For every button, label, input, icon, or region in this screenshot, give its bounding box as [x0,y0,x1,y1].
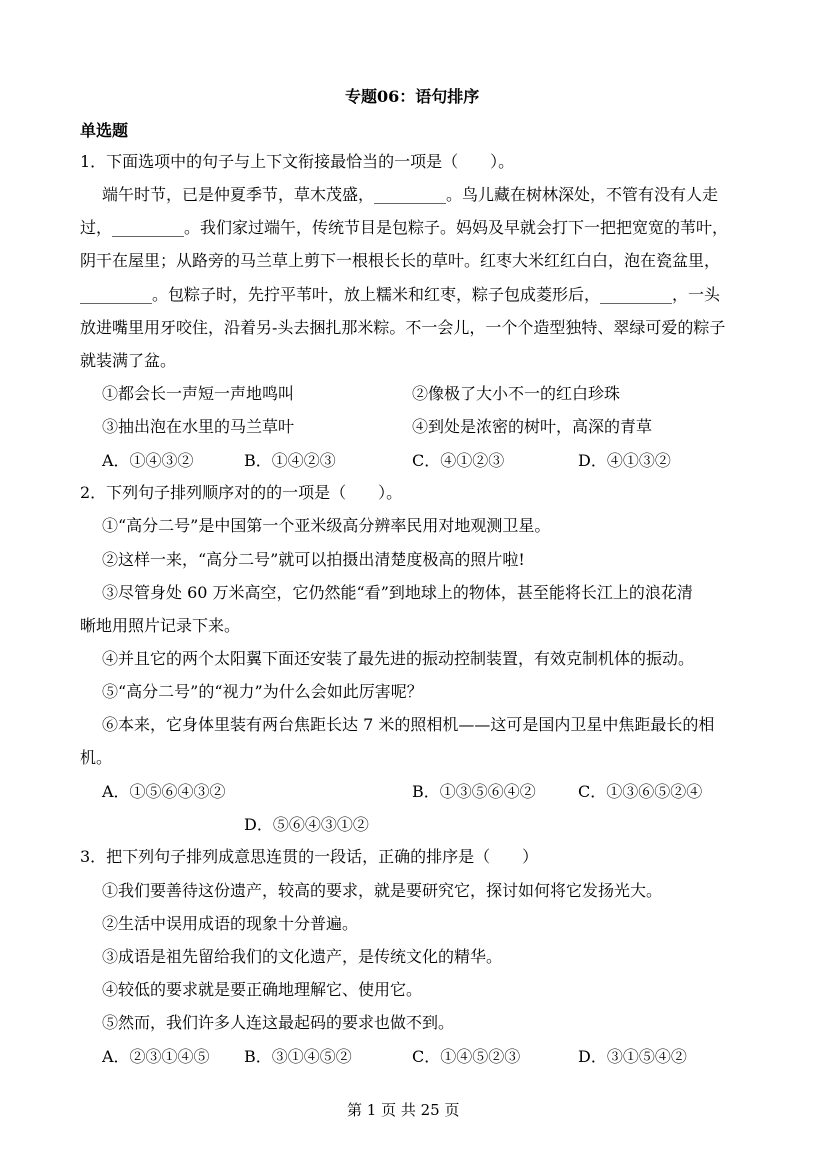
q1-passage-line: 放进嘴里用牙咬住，沿着另-头去捆扎那米粽。不一会儿，一个个造型独特、翠绿可爱的粽子 [80,318,726,337]
q1-option-c[interactable]: C．④①②③ [412,451,505,470]
q3-option-d[interactable]: D．③①⑤④② [578,1047,687,1066]
page-footer: 第 1 页 共 25 页 [347,1101,460,1119]
q1-stem: 1．下面选项中的句子与上下文衔接最恰当的一项是（ ）。 [80,152,515,171]
q1-passage-line: _________。包粽子时，先拧平苇叶，放上糯米和红枣，粽子包成菱形后，_________，一头 [80,285,721,304]
q3-line: ②生活中误用成语的现象十分普遍。 [102,914,359,933]
q3-option-c[interactable]: C．①④⑤②③ [412,1047,521,1066]
q2-option-b[interactable]: B．①③⑤⑥④② [412,782,536,801]
q3-stem: 3．把下列句子排列成意思连贯的一段话，正确的排序是（ ） [80,847,539,866]
q2-option-a[interactable]: A．①⑤⑥④③② [102,782,226,801]
q1-passage-line: 端午时节，已是仲夏季节，草木茂盛，_________。鸟儿藏在树林深处，不管有没有人走 [102,185,719,204]
q2-line: ⑤“高分二号”的“视力”为什么会如此厉害呢？ [102,682,423,701]
q3-line: ④较低的要求就是要正确地理解它、使用它。 [102,980,423,999]
q2-line: ③尽管身处 60 万米高空，它仍然能“看”到地球上的物体，甚至能将长江上的浪花清 [102,583,693,602]
q1-passage-line: 过，_________。我们家过端午，传统节目是包粽子。妈妈及早就会打下一把把宽宽的苇叶， [80,218,729,237]
q1-item: ③抽出泡在水里的马兰草叶 [102,417,295,436]
page-title: 专题06：语句排序 [345,87,480,106]
q2-stem: 2．下列句子排列顺序对的的一项是（ ）。 [80,483,403,502]
q3-line: ⑤然而，我们许多人连这最起码的要求也做不到。 [102,1013,455,1032]
q1-item: ④到处是浓密的树叶，高深的青草 [412,417,653,436]
q2-line: ④并且它的两个太阳翼下面还安装了最先进的振动控制装置，有效克制机体的振动。 [102,649,695,668]
q1-passage-line: 阴干在屋里；从路旁的马兰草上剪下一根根长长的草叶。红枣大米红红白白，泡在瓷盆里， [80,251,721,270]
section-heading: 单选题 [80,121,129,140]
q1-option-b[interactable]: B．①④②③ [244,451,336,470]
q2-option-c[interactable]: C．①③⑥⑤②④ [578,782,703,801]
q2-line: 晰地用照片记录下来。 [80,616,241,635]
q2-line: ⑥本来，它身体里装有两台焦距长达 7 米的照相机——这可是国内卫星中焦距最长的相 [102,715,715,734]
q3-option-a[interactable]: A．②③①④⑤ [102,1047,210,1066]
q2-line: 机。 [80,748,113,767]
q1-item: ①都会长一声短一声地鸣叫 [102,384,295,403]
q1-passage-line: 就装满了盆。 [80,351,177,370]
q2-line: ②这样一来，“高分二号”就可以拍摄出清楚度极高的照片啦! [102,550,525,569]
q1-option-d[interactable]: D．④①③② [578,451,671,470]
q3-line: ③成语是祖先留给我们的文化遗产，是传统文化的精华。 [102,947,503,966]
q2-line: ①“高分二号”是中国第一个亚米级高分辨率民用对地观测卫星。 [102,516,551,535]
q1-option-a[interactable]: A．①④③② [102,451,194,470]
q3-option-b[interactable]: B．③①④⑤② [244,1047,352,1066]
q3-line: ①我们要善待这份遗产，较高的要求，就是要研究它，探讨如何将它发扬光大。 [102,881,663,900]
q2-option-d[interactable]: D．⑤⑥④③①② [244,815,369,834]
q1-item: ②像极了大小不一的红白珍珠 [412,384,621,403]
